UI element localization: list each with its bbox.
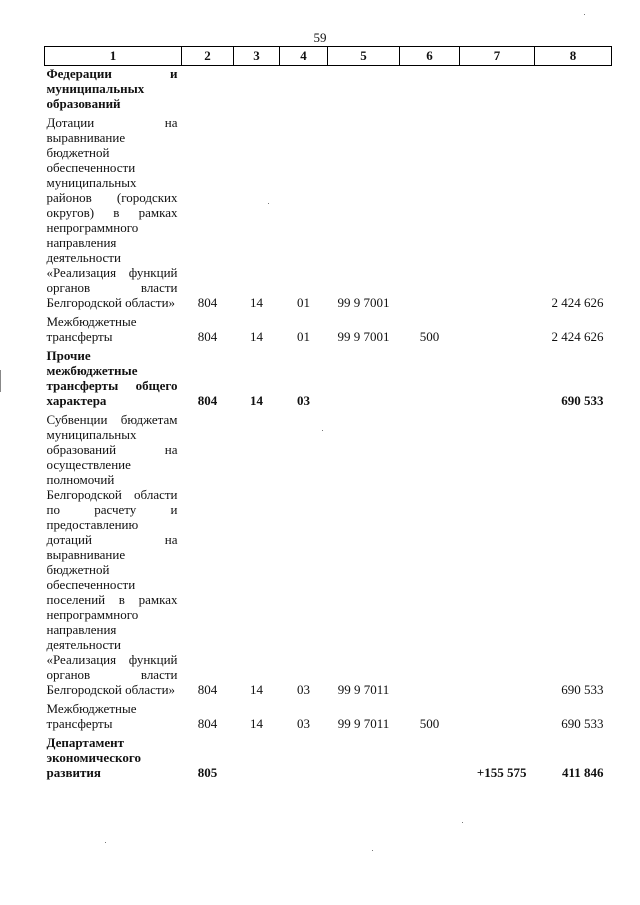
row-target-article [328, 735, 400, 780]
row-expense-type [400, 66, 460, 112]
header-col-6: 6 [400, 47, 460, 66]
row-expense-type [400, 412, 460, 697]
row-change-amount [460, 66, 535, 112]
row-total-amount: 690 533 [561, 393, 604, 408]
row-change-amount [460, 412, 535, 697]
row-ministry-code: 805 [197, 765, 218, 780]
scan-artifact-dot [462, 822, 463, 823]
row-ministry-code: 804 [197, 329, 218, 344]
scan-artifact-dot [322, 430, 323, 431]
row-ministry-code: 804 [197, 393, 218, 408]
row-section-code [234, 66, 280, 112]
row-name: Прочие межбюджетные трансферты общего характера [46, 348, 178, 408]
row-name: Субвенции бюджетам муниципальных образований на осуществление полномочий Белгородской области по расчету и предоставлению дотаций на выравнивание бюджетной обеспеченности поселений в рамках непрограммного направления деятельности «Реализация функций органов власти Белгородской области» [46, 412, 178, 697]
row-section-code: 14 [250, 393, 263, 408]
scan-artifact-dot [268, 203, 269, 204]
row-name: Федерации и муниципальных образований [46, 66, 178, 111]
row-subsection-code: 03 [297, 682, 310, 697]
row-total-amount: 2 424 626 [551, 295, 604, 310]
row-subsection-code [280, 735, 328, 780]
row-section-code: 14 [250, 329, 263, 344]
table-row [45, 701, 612, 731]
header-col-8: 8 [535, 47, 612, 66]
table-row [45, 115, 612, 310]
header-col-3: 3 [234, 47, 280, 66]
row-total-amount: 411 846 [561, 765, 604, 780]
row-name: Межбюджетные трансферты [46, 314, 137, 344]
row-ministry-code: 804 [197, 716, 218, 731]
budget-table [44, 46, 612, 784]
row-name: Дотации на выравнивание бюджетной обеспеченности муниципальных районов (городских округов) в рамках непрограммного направления деятельности «Реализация функций органов власти Белгородской области» [46, 115, 178, 310]
row-change-amount: +155 575 [476, 765, 527, 780]
scan-artifact-dot [584, 14, 585, 15]
page-number: 59 [313, 30, 327, 45]
row-expense-type [400, 348, 460, 408]
header-col-1: 1 [45, 47, 182, 66]
row-section-code: 14 [250, 682, 263, 697]
row-total-amount [535, 66, 612, 112]
scan-artifact-dot [105, 842, 106, 843]
table-row [45, 735, 612, 780]
row-total-amount: 690 533 [561, 716, 604, 731]
row-subsection-code: 01 [297, 329, 310, 344]
row-change-amount [460, 115, 535, 310]
table-row [45, 66, 612, 112]
table-row [45, 412, 612, 697]
row-expense-type: 500 [419, 716, 440, 731]
row-section-code: 14 [250, 716, 263, 731]
row-target-article [328, 348, 400, 408]
row-change-amount [460, 348, 535, 408]
row-expense-type [400, 735, 460, 780]
row-target-article: 99 9 7001 [337, 329, 390, 344]
row-name: Департамент экономического развития [46, 735, 141, 780]
row-ministry-code: 804 [197, 295, 218, 310]
row-expense-type [400, 115, 460, 310]
header-col-7: 7 [460, 47, 535, 66]
row-target-article: 99 9 7001 [337, 295, 390, 310]
row-spacer [45, 780, 612, 784]
row-change-amount [460, 314, 535, 344]
row-subsection-code: 03 [297, 393, 310, 408]
row-name: Межбюджетные трансферты [46, 701, 137, 731]
row-subsection-code: 03 [297, 716, 310, 731]
row-section-code [234, 735, 280, 780]
table-header-row [45, 47, 612, 66]
header-col-2: 2 [182, 47, 234, 66]
table-row [45, 348, 612, 408]
row-ministry-code [182, 66, 234, 112]
row-total-amount: 690 533 [561, 682, 604, 697]
scan-artifact-dot [372, 850, 373, 851]
row-target-article: 99 9 7011 [337, 682, 390, 697]
row-target-article [328, 66, 400, 112]
row-change-amount [460, 701, 535, 731]
row-total-amount: 2 424 626 [551, 329, 604, 344]
row-spacer-cell [45, 780, 612, 784]
header-col-5: 5 [328, 47, 400, 66]
scan-artifact-line [0, 370, 1, 392]
row-target-article: 99 9 7011 [337, 716, 390, 731]
row-ministry-code: 804 [197, 682, 218, 697]
row-expense-type: 500 [419, 329, 440, 344]
row-subsection-code [280, 66, 328, 112]
row-section-code: 14 [250, 295, 263, 310]
table-row [45, 314, 612, 344]
row-subsection-code: 01 [297, 295, 310, 310]
header-col-4: 4 [280, 47, 328, 66]
